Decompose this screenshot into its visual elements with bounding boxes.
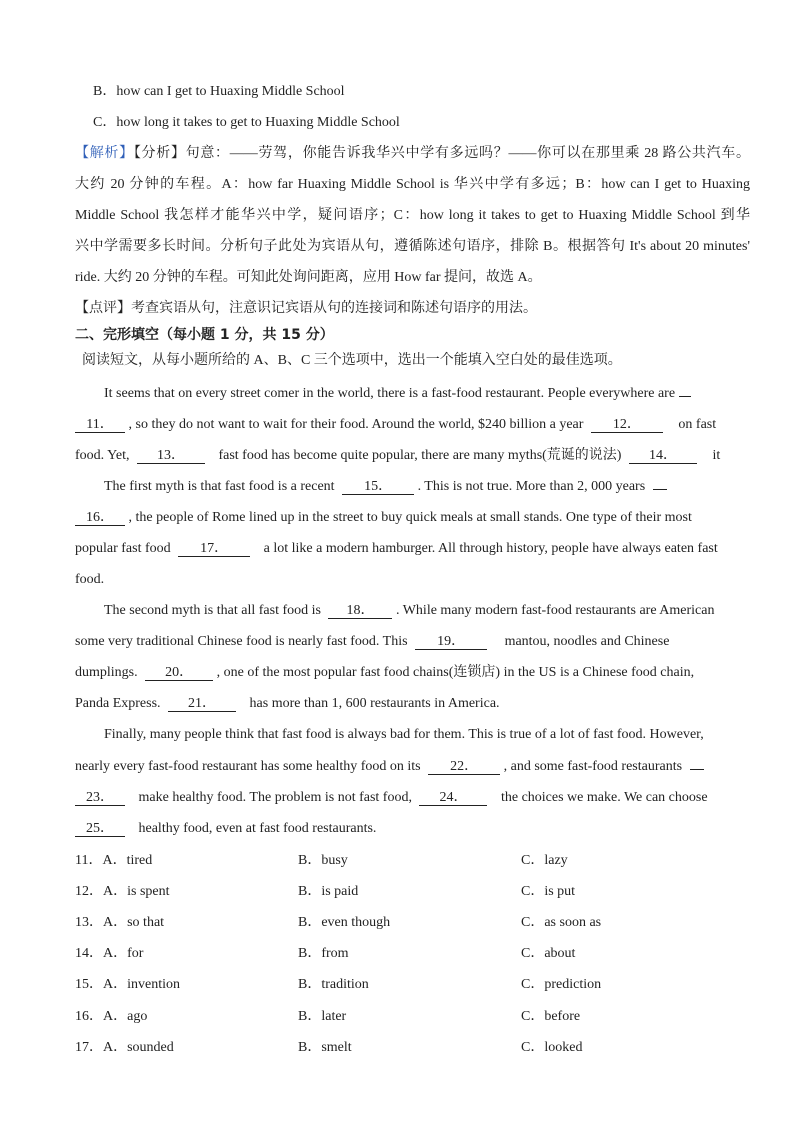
blank-11: 11． — [75, 417, 125, 433]
analysis-tag: 【解析】 — [75, 146, 134, 161]
passage-line-6: popular fast food 17． a lot like a modern hamburger. All through history, people have always eaten fast — [75, 541, 718, 556]
blank-24: 24． — [419, 790, 487, 806]
passage-line-15: 25． healthy food, even at fast food restaurants. — [75, 820, 750, 838]
passage-line-3: food. Yet, 13． fast food has become quite popular, there are many myths(荒诞的说法) 14． it — [75, 448, 721, 463]
document-page: B．how can I get to Huaxing Middle School C．how long it takes to get to Huaxing Middle School 【解析】【分析】句意：——劳驾，你能告诉我华兴中学有多远吗？——你可以在那里乘 28 路公共汽车。 大约 20 分钟的车程。A：how far Huaxing Middle School is 华兴中学有多远；B：how can I get to Huaxing Middle School 我怎样才能华兴中学，疑问语序；C：how long it takes to get to Huaxing Middle School 到华 兴中学需要多长时间。分析句子此处为宾语从句，遵循陈述句语序，排除 B。根据答句 It's about 20 minutes' ride. 大约 20 分钟的车程。可知此处询问距离，应用 How far 提问，故选 A。 【点评】考查宾语从句，注意识记宾语从句的连接词和陈述句语序的用法。 二、完形填空（每小题 1 分，共 15 分） 阅读短文，从每小题所给的 A、B、C 三个选项中，选出一个能填入空白处的最佳选项。 It seems that on every street comer in the world, there is a fast-food restaurant. People everywhere are 11． , so they do not want to wait for their food. Around the world, $240 billion a year 12． on fast food. Yet, 13． fast food has become quite popular, there are many myths(荒诞的说法) 14． it The first myth is that fast food is a recent 15． . This is not true. More than 2, 000 years 16． , the people of Rome lined up in the street to buy quick meals at small stands. One type of their most popular fast food 17． a lot like a modern hamburger. All through history, people have always eaten fast food. The second myth is that all fast food is 18． . While many modern fast-food restaurants are American some very traditional Chinese food is nearly fast food. This 19． mantou, noodles and Chinese dumplings. 20． , one of the most popular fast food chains(连锁店) in the US is a Chinese food chain, Panda Express. 21． has more than 1, 600 restaurants in America. Finally, many people think that fast food is always bad for them. This is true of a lot of fast food. However, nearly every fast-food restaurant has some healthy food on its 22． , and some fast-food restaurants 23． make healthy food. The problem is not fast food, 24． the choices we make. We can choose 25． healthy food, even at fast food restaurants. 11．A．tired B．busy C．lazy 12．A．is spent B．is paid C．is put 13．A．so that B．even though C．as soon as 14．A．for B．from C．about 15．A．invention B．tradition C．prediction 16．A．ago B．later C．before 17．A．sounded B．smelt C．looked — [0, 0, 794, 1122]
prev-option-b: B．how can I get to Huaxing Middle School — [93, 84, 345, 99]
blank-12: 12． — [591, 417, 663, 433]
passage-line-10: dumplings. 20． , one of the most popular fast food chains(连锁店) in the US is a Chinese food chain, — [75, 665, 695, 680]
blank-13: 13． — [137, 448, 205, 464]
passage-line-1: It seems that on every street comer in the world, there is a fast-food restaurant. People everywhere are — [104, 385, 744, 403]
passage-line-2: 11． , so they do not want to wait for their food. Around the world, $240 billion a year 12． on fast — [75, 416, 750, 434]
blank-21: 21． — [168, 696, 236, 712]
passage-line-4: The first myth is that fast food is a recent 15． . This is not true. More than 2, 000 years — [104, 478, 744, 496]
blank-23: 23． — [75, 790, 125, 806]
blank-20: 20． — [145, 665, 213, 681]
passage-line-11: Panda Express. 21． has more than 1, 600 restaurants in America. — [75, 696, 500, 711]
passage-line-8: The second myth is that all fast food is 18． . While many modern fast-food restaurants are American — [104, 603, 715, 618]
blank-25: 25． — [75, 821, 125, 837]
passage-line-9: some very traditional Chinese food is nearly fast food. This 19． mantou, noodles and Chinese — [75, 634, 670, 649]
analysis-text: 【分析】句意：——劳驾，你能告诉我华兴中学有多远吗？——你可以在那里乘 28 路公共汽车。 — [133, 146, 751, 161]
section-title: 二、完形填空（每小题 1 分，共 15 分） — [75, 327, 334, 343]
analysis-line-5: ride. 大约 20 分钟的车程。可知此处询问距离，应用 How far 提问，故选 A。 — [75, 270, 542, 285]
analysis-line-1 — [75, 145, 750, 163]
analysis-line-2: 大约 20 分钟的车程。A：how far Huaxing Middle School is 华兴中学有多远；B：how can I get to Huaxing — [75, 177, 750, 192]
passage-line-7: food. — [75, 572, 105, 587]
blank-22: 22． — [428, 759, 500, 775]
analysis-line-3: Middle School 我怎样才能华兴中学，疑问语序；C：how long it takes to get to Huaxing Middle School 到华 — [75, 208, 750, 223]
blank-14: 14． — [629, 448, 697, 464]
blank-18: 18． — [328, 603, 392, 619]
comment-line: 【点评】考查宾语从句，注意识记宾语从句的连接词和陈述句语序的用法。 — [75, 301, 537, 316]
blank-15: 15． — [342, 479, 414, 495]
blank-17: 17． — [178, 541, 250, 557]
instructions: 阅读短文，从每小题所给的 A、B、C 三个选项中，选出一个能填入空白处的最佳选项。 — [82, 353, 622, 368]
passage-line-13: nearly every fast-food restaurant has some healthy food on its 22． , and some fast-food restaurants — [75, 758, 750, 776]
passage-line-5: 16． , the people of Rome lined up in the street to buy quick meals at small stands. One type of their most — [75, 509, 750, 527]
prev-option-c: C．how long it takes to get to Huaxing Middle School — [93, 115, 400, 130]
analysis-line-4: 兴中学需要多长时间。分析句子此处为宾语从句，遵循陈述句语序，排除 B。根据答句 It's about 20 minutes' — [75, 239, 750, 254]
blank-19: 19． — [415, 634, 487, 650]
blank-16: 16． — [75, 510, 125, 526]
passage-line-12: Finally, many people think that fast food is always bad for them. This is true of a lot of fast food. However, — [104, 727, 704, 742]
passage-line-14: 23． make healthy food. The problem is not fast food, 24． the choices we make. We can choose — [75, 789, 750, 807]
